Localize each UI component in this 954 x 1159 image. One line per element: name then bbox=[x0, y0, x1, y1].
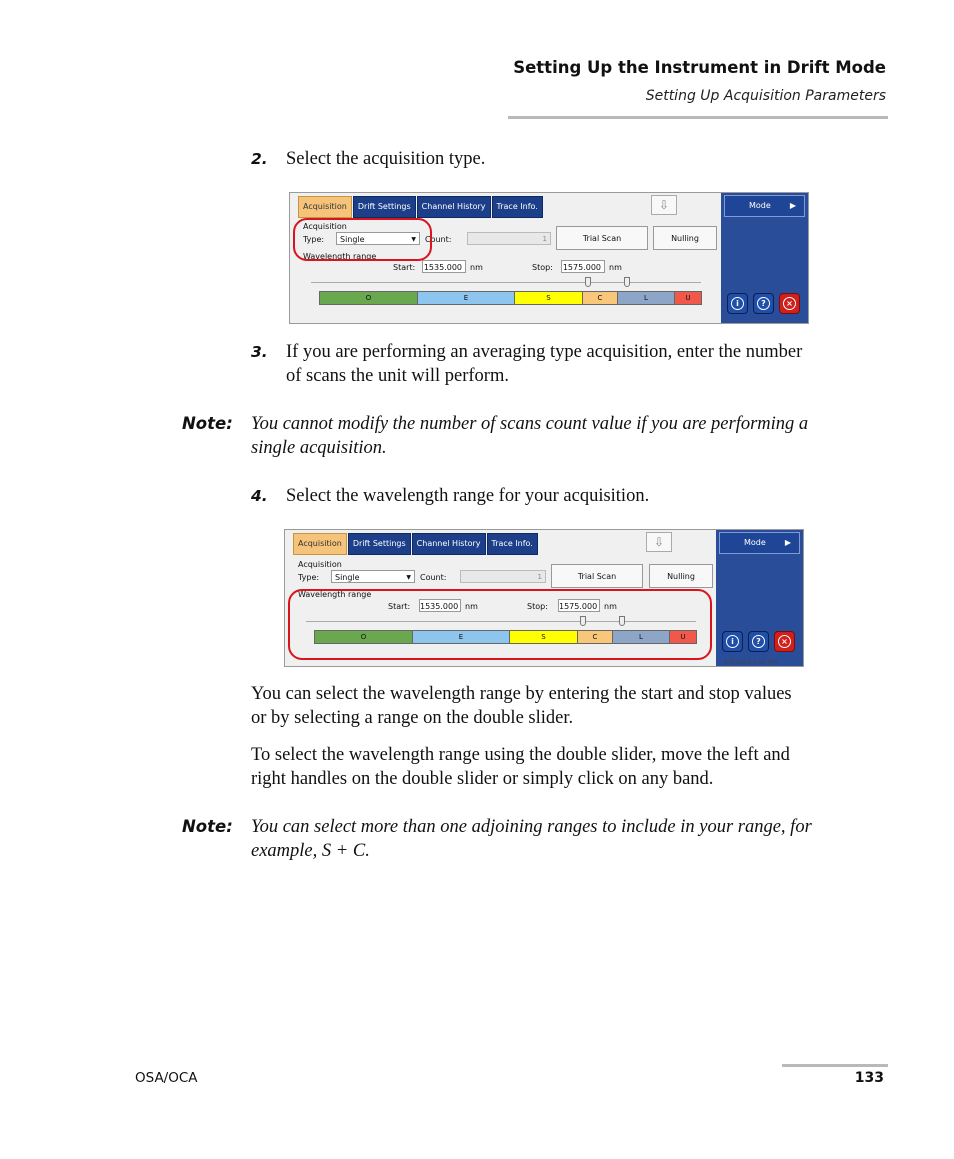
band-o[interactable]: O bbox=[315, 631, 413, 643]
help-icon: ? bbox=[752, 635, 765, 648]
type-select[interactable] bbox=[331, 570, 415, 583]
close-button[interactable] bbox=[774, 631, 795, 652]
type-select-value: Single bbox=[340, 235, 365, 244]
footer-rule bbox=[782, 1064, 888, 1067]
close-button[interactable] bbox=[779, 293, 800, 314]
note-2-line-2: example, S + C. bbox=[251, 841, 370, 861]
tab-channel-history[interactable]: Channel History bbox=[417, 196, 491, 218]
start-label: Start: bbox=[393, 263, 416, 272]
band-e[interactable]: E bbox=[413, 631, 510, 643]
collapse-arrow-icon[interactable]: ⇩ bbox=[646, 532, 672, 552]
band-l[interactable]: L bbox=[613, 631, 670, 643]
screenshot-acquisition-type bbox=[289, 192, 809, 324]
slider-left-handle[interactable] bbox=[585, 277, 591, 287]
tab-bar bbox=[298, 196, 544, 218]
band-e[interactable]: E bbox=[418, 292, 515, 304]
paragraph-1-line-1: You can select the wavelength range by entering the start and stop values bbox=[251, 684, 792, 704]
note-1-label: Note: bbox=[182, 414, 233, 433]
double-slider-track[interactable] bbox=[311, 282, 701, 283]
count-field[interactable]: 1 bbox=[467, 232, 551, 245]
step-2-number: 2. bbox=[251, 150, 268, 168]
step-3-number: 3. bbox=[251, 343, 268, 361]
stop-label: Stop: bbox=[532, 263, 553, 272]
mode-panel bbox=[721, 193, 808, 323]
stop-field[interactable]: 1575.000 bbox=[561, 260, 605, 273]
page-number: 133 bbox=[854, 1070, 884, 1086]
mode-button-label: Mode bbox=[749, 201, 771, 210]
tab-acquisition[interactable]: Acquisition bbox=[298, 196, 352, 218]
stop-unit: nm bbox=[609, 263, 622, 272]
header-rule bbox=[508, 116, 888, 119]
tab-acquisition[interactable]: Acquisition bbox=[293, 533, 347, 555]
status-timestamp: 6/5/2012 1:02 PM bbox=[724, 659, 778, 666]
count-label: Count: bbox=[420, 573, 447, 582]
info-icon: i bbox=[731, 297, 744, 310]
note-1-line-1: You cannot modify the number of scans count value if you are performing a bbox=[251, 414, 809, 434]
count-label: Count: bbox=[425, 235, 452, 244]
band-s[interactable]: S bbox=[515, 292, 583, 304]
help-button[interactable] bbox=[748, 631, 769, 652]
start-unit: nm bbox=[465, 602, 478, 611]
step-4-text: Select the wavelength range for your acquisition. bbox=[286, 486, 650, 506]
tab-trace-info[interactable]: Trace Info. bbox=[487, 533, 538, 555]
tab-drift-settings[interactable]: Drift Settings bbox=[353, 196, 416, 218]
trial-scan-button[interactable]: Trial Scan bbox=[556, 226, 648, 250]
start-unit: nm bbox=[470, 263, 483, 272]
band-c[interactable]: C bbox=[583, 292, 618, 304]
band-l[interactable]: L bbox=[618, 292, 675, 304]
dropdown-caret-icon: ▼ bbox=[411, 236, 416, 243]
start-label: Start: bbox=[388, 602, 411, 611]
note-2-label: Note: bbox=[182, 817, 233, 836]
band-c[interactable]: C bbox=[578, 631, 613, 643]
type-select-value: Single bbox=[335, 573, 360, 582]
type-label: Type: bbox=[298, 573, 320, 582]
mode-button[interactable] bbox=[719, 532, 800, 554]
nulling-button[interactable]: Nulling bbox=[649, 564, 713, 588]
tab-channel-history[interactable]: Channel History bbox=[412, 533, 486, 555]
type-label: Type: bbox=[303, 235, 325, 244]
close-icon: × bbox=[778, 635, 791, 648]
wavelength-range-label: Wavelength range bbox=[298, 590, 372, 599]
info-button[interactable] bbox=[727, 293, 748, 314]
screenshot-wavelength-range bbox=[284, 529, 804, 667]
help-button[interactable] bbox=[753, 293, 774, 314]
running-header-title: Setting Up the Instrument in Drift Mode bbox=[513, 58, 886, 77]
paragraph-1-line-2: or by selecting a range on the double slider. bbox=[251, 708, 574, 728]
play-arrow-icon: ▶ bbox=[784, 538, 791, 547]
step-3-line-1: If you are performing an averaging type acquisition, enter the number bbox=[286, 342, 803, 362]
info-button[interactable] bbox=[722, 631, 743, 652]
note-1-line-2: single acquisition. bbox=[251, 438, 387, 458]
tab-bar bbox=[293, 533, 539, 555]
band-u[interactable]: U bbox=[670, 631, 696, 643]
highlight-oval-wavelength-range bbox=[288, 589, 712, 660]
highlight-oval-acquisition bbox=[293, 218, 432, 261]
running-header-subtitle: Setting Up Acquisition Parameters bbox=[645, 88, 886, 104]
band-s[interactable]: S bbox=[510, 631, 578, 643]
band-o[interactable]: O bbox=[320, 292, 418, 304]
start-field[interactable]: 1535.000 bbox=[419, 599, 461, 612]
tab-trace-info[interactable]: Trace Info. bbox=[492, 196, 543, 218]
mode-panel bbox=[716, 530, 803, 666]
stop-unit: nm bbox=[604, 602, 617, 611]
acquisition-group-label: Acquisition bbox=[298, 560, 342, 569]
stop-label: Stop: bbox=[527, 602, 548, 611]
close-icon: × bbox=[783, 297, 796, 310]
play-arrow-icon: ▶ bbox=[789, 201, 796, 210]
paragraph-2-line-1: To select the wavelength range using the double slider, move the left and bbox=[251, 745, 790, 765]
acquisition-group-label: Acquisition bbox=[303, 222, 347, 231]
mode-button-label: Mode bbox=[744, 538, 766, 547]
start-field[interactable]: 1535.000 bbox=[422, 260, 466, 273]
footer-product: OSA/OCA bbox=[135, 1070, 198, 1086]
help-icon: ? bbox=[757, 297, 770, 310]
wavelength-range-label: Wavelength range bbox=[303, 252, 377, 261]
slider-right-handle[interactable] bbox=[624, 277, 630, 287]
mode-button[interactable] bbox=[724, 195, 805, 217]
info-icon: i bbox=[726, 635, 739, 648]
nulling-button[interactable]: Nulling bbox=[653, 226, 717, 250]
step-4-number: 4. bbox=[251, 487, 268, 505]
step-2-text: Select the acquisition type. bbox=[286, 149, 486, 169]
band-selector[interactable] bbox=[319, 291, 702, 305]
trial-scan-button[interactable]: Trial Scan bbox=[551, 564, 643, 588]
collapse-arrow-icon[interactable]: ⇩ bbox=[651, 195, 677, 215]
tab-drift-settings[interactable]: Drift Settings bbox=[348, 533, 411, 555]
band-u[interactable]: U bbox=[675, 292, 701, 304]
note-2-line-1: You can select more than one adjoining ranges to include in your range, for bbox=[251, 817, 812, 837]
count-field[interactable]: 1 bbox=[460, 570, 546, 583]
dropdown-caret-icon: ▼ bbox=[406, 574, 411, 581]
stop-field[interactable]: 1575.000 bbox=[558, 599, 600, 612]
paragraph-2-line-2: right handles on the double slider or simply click on any band. bbox=[251, 769, 714, 789]
step-3-line-2: of scans the unit will perform. bbox=[286, 366, 509, 386]
